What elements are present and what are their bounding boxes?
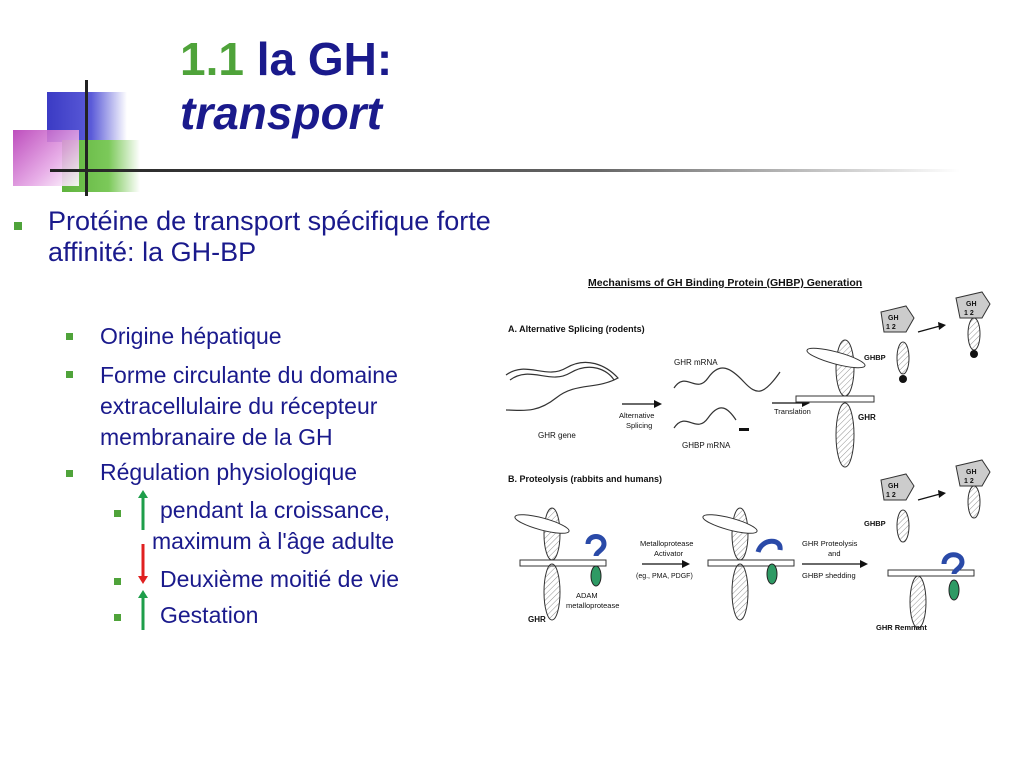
diagram-title: Mechanisms of GH Binding Protein (GHBP) Generation — [588, 277, 863, 289]
label-metallo-1: Metalloprotease — [640, 539, 694, 548]
ghr-extracellular — [836, 340, 854, 396]
bullet-text-2: Origine hépatique — [100, 323, 282, 349]
label-alt-splicing-2: Splicing — [626, 421, 653, 430]
ghbp-shape — [968, 486, 980, 518]
slide-title — [180, 34, 392, 138]
label-gh: GH — [888, 315, 899, 322]
label-proteolysis-2: and — [828, 549, 841, 558]
label-ghr-mrna: GHR mRNA — [674, 358, 718, 367]
ghbp-mrna-end — [739, 428, 749, 431]
title-main: la GH: — [256, 33, 393, 85]
membrane — [888, 570, 974, 576]
membrane — [796, 396, 874, 402]
label-ghr: GHR — [858, 413, 876, 422]
ghbp-tail — [899, 375, 907, 383]
ghbp-mechanism-diagram — [496, 270, 1006, 640]
arrow-head — [938, 490, 946, 498]
arrow-binding — [918, 494, 940, 500]
label-gh-sites: 1 2 — [964, 310, 974, 317]
title-underline — [50, 169, 960, 172]
label-translation: Translation — [774, 407, 811, 416]
label-gh: GH — [966, 301, 977, 308]
ghbp-tail — [970, 350, 978, 358]
label-ghr: GHR — [528, 615, 546, 624]
adam-protease — [758, 541, 780, 552]
label-alt-splicing-1: Alternative — [619, 411, 655, 420]
label-metallo-2: Activator — [654, 549, 684, 558]
ghr-mrna-strand — [674, 368, 780, 391]
label-ghr-gene: GHR gene — [538, 431, 576, 440]
ghr-extracellular — [732, 508, 748, 560]
bullet-text-3: Forme circulante du domaine extracellulaire du récepteur membranaire de la GH — [100, 362, 398, 450]
ghr-intracellular — [836, 403, 854, 467]
ghr-extracellular — [544, 508, 560, 560]
label-ghbp-mrna: GHBP mRNA — [682, 441, 731, 450]
ghbp-shape — [897, 342, 909, 374]
bullet-marker — [114, 614, 121, 621]
title-subtitle: transport — [180, 87, 382, 139]
arrow-head — [860, 560, 868, 568]
label-proteolysis-3: GHBP shedding — [802, 571, 856, 580]
label-gh-sites: 1 2 — [964, 478, 974, 485]
ghr-remnant — [910, 576, 926, 628]
bullet-text-5b: maximum à l'âge adulte — [152, 528, 395, 554]
bullet-marker — [114, 578, 121, 585]
label-ghbp: GHBP — [864, 519, 886, 528]
bullet-marker — [114, 510, 121, 517]
ghbp-shape — [897, 510, 909, 542]
label-proteolysis-1: GHR Proteolysis — [802, 539, 858, 548]
decor-vertical-line — [85, 80, 88, 196]
bullet-marker — [14, 222, 22, 230]
label-adam-1: ADAM — [576, 591, 598, 600]
section-b-label: B. Proteolysis (rabbits and humans) — [508, 474, 663, 484]
bullet-marker — [66, 470, 73, 477]
ghr-intracellular — [732, 564, 748, 620]
bullet-text-7: Gestation — [160, 602, 259, 628]
bullet-text-4: Régulation physiologique — [100, 459, 358, 485]
label-gh-sites: 1 2 — [886, 492, 896, 499]
arrow-head — [682, 560, 690, 568]
decor-pink-square — [13, 130, 79, 186]
arrow-head — [938, 322, 946, 330]
arrow-up-icon — [138, 590, 148, 630]
label-gh: GH — [966, 469, 977, 476]
arrow-up-icon — [138, 490, 148, 530]
ghbp-mrna-strand — [674, 408, 736, 428]
label-ghbp: GHBP — [864, 353, 886, 362]
label-gh: GH — [888, 483, 899, 490]
ghbp-shape — [968, 318, 980, 350]
adam-anchor — [949, 580, 959, 600]
bullet-text-5a: pendant la croissance, — [160, 497, 391, 523]
label-remnant: GHR Remnant — [876, 623, 927, 632]
adam-protease — [588, 537, 604, 557]
title-number: 1.1 — [180, 33, 244, 85]
ghr-domain — [513, 511, 570, 537]
bullet-marker — [66, 333, 73, 340]
ghr-domain — [701, 511, 758, 537]
membrane — [708, 560, 794, 566]
section-a-label: A. Alternative Splicing (rodents) — [508, 324, 645, 334]
label-gh-sites: 1 2 — [886, 324, 896, 331]
arrow-head — [654, 400, 662, 408]
ghr-intracellular — [544, 564, 560, 620]
arrow-down-icon — [138, 544, 148, 584]
label-metallo-3: (eg., PMA, PDGF) — [636, 573, 693, 580]
bullet-marker — [66, 371, 73, 378]
bullet-text-1: Protéine de transport spécifique forte affinité: la GH-BP — [48, 206, 491, 267]
membrane — [520, 560, 606, 566]
adam-anchor — [767, 564, 777, 584]
adam-anchor — [591, 566, 601, 586]
label-adam-2: metalloprotease — [566, 601, 620, 610]
bullet-text-6: Deuxième moitié de vie — [160, 566, 400, 592]
arrow-binding — [918, 326, 940, 332]
